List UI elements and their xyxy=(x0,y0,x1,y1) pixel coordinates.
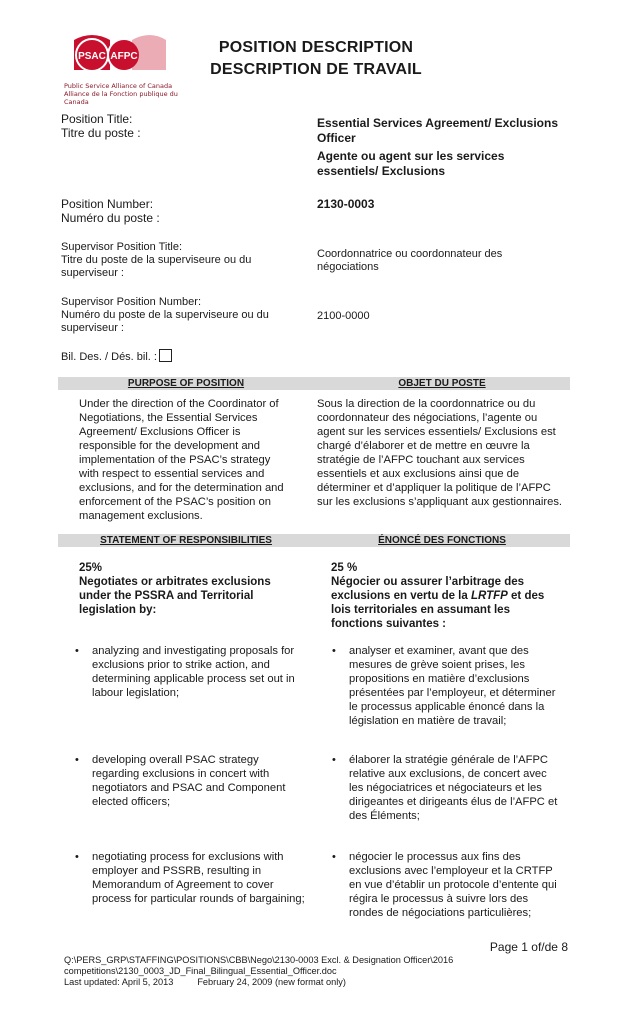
bullet-en-text: negotiating process for exclusions with employer and PSSRB, resulting in Memorandum of Agreement to cover process for particular rounds of bargaining; xyxy=(92,851,305,905)
responsibility-percent-en: 25% xyxy=(79,562,103,574)
supervisor-title-value: Coordonnatrice ou coordonnateur des négociations xyxy=(317,248,503,273)
bullet-en-text: developing overall PSAC strategy regarding exclusions in concert with negotiators and PSAC and Component elected officers; xyxy=(92,754,286,808)
intro-fr-part-a: Négocier ou assurer l’arbitrage des exclusions en vertu de la xyxy=(331,576,525,602)
position-number-label xyxy=(61,197,291,225)
position-title-label-en: Position Title: xyxy=(61,112,133,126)
list-item xyxy=(332,753,561,823)
position-number-label-en: Position Number: xyxy=(61,197,154,211)
intro-fr-part-c: et des lois territoriales en assumant les fonctions suivantes : xyxy=(331,590,545,630)
footer-updated-line xyxy=(64,977,564,988)
supervisor-title-label-en: Supervisor Position Title: xyxy=(61,241,183,253)
position-number-label-fr: Numéro du poste : xyxy=(61,211,160,225)
responsibility-intro-en: Negotiates or arbitrates exclusions under the PSSRA and Territorial legislation by: xyxy=(79,576,271,616)
purpose-header-band xyxy=(58,377,570,390)
responsibility-percent-fr: 25 % xyxy=(331,562,358,574)
list-item xyxy=(75,850,305,906)
list-item xyxy=(75,644,305,700)
supervisor-number-label xyxy=(61,296,301,335)
bullet-icon: • xyxy=(75,645,79,657)
bilingual-designation-label: Bil. Des. / Dés. bil. : xyxy=(61,351,157,363)
supervisor-title-label-fr: Titre du poste de la superviseure ou du superviseur : xyxy=(61,254,252,279)
page-title-en: POSITION DESCRIPTION xyxy=(218,39,414,56)
psac-afpc-emblem-icon xyxy=(62,32,182,78)
intro-fr-lrtfp: LRTFP xyxy=(470,590,508,602)
responsibility-intro-fr xyxy=(331,575,556,631)
position-title-value-en: Essential Services Agreement/ Exclusions Officer xyxy=(317,116,559,145)
purpose-text-en: Under the direction of the Coordinator of Negotiations, the Essential Services Agreement/ Exclusions Officer is responsible for the development and implementation of the PSAC’s strategy with respect to essential services and exclusions, and for the determination and enforcement of the PSAC’s position on management exclusions. xyxy=(79,398,284,522)
logo-text-right: AFPC xyxy=(110,51,138,62)
supervisor-number-label-en: Supervisor Position Number: xyxy=(61,296,202,308)
page-title-fr: DESCRIPTION DE TRAVAIL xyxy=(210,61,422,78)
position-title-label-fr: Titre du poste : xyxy=(61,126,141,140)
logo-text-left: PSAC xyxy=(78,51,106,62)
bullet-icon: • xyxy=(332,754,336,766)
footer-path-line1: Q:\PERS_GRP\STAFFING\POSITIONS\CBB\Nego\2130-0003 Excl. & Designation Officer\2016 xyxy=(64,955,454,965)
page-number: Page 1 of/de 8 xyxy=(489,940,568,954)
bullet-fr-text: élaborer la stratégie générale de l’AFPC relative aux exclusions, de concert avec les négociatrices et négociateurs et les dirigeantes et dirigeants élus de l’AFPC et des Éléments; xyxy=(349,754,558,822)
purpose-heading-fr: OBJET DU POSTE xyxy=(398,378,486,389)
bullet-icon: • xyxy=(332,645,336,657)
purpose-heading-en: PURPOSE OF POSITION xyxy=(127,378,245,389)
position-title-value-fr: Agente ou agent sur les services essentiels/ Exclusions xyxy=(317,149,505,178)
purpose-text-fr: Sous la direction de la coordonnatrice ou du coordonnateur des négociations, l’agente ou agent sur les services essentiels/ Exclusions est chargé d’élaborer et de mettre en œuvre la stratégie de l’AFPC touchant aux services essentiels et aux exclusions ainsi que de déterminer et d’appliquer la politique de l’AFPC sur les exclusions s’appliquant aux gestionnaires. xyxy=(317,398,563,508)
bullet-en-text: analyzing and investigating proposals for exclusions prior to strike action, and determining applicable process set out in labour legislation; xyxy=(92,645,295,699)
footer-last-updated: Last updated: April 5, 2013 xyxy=(64,977,174,987)
footer-path xyxy=(64,955,564,988)
position-number-value: 2130-0003 xyxy=(317,197,375,211)
footer-format-note: February 24, 2009 (new format only) xyxy=(197,977,346,987)
list-item xyxy=(332,644,561,728)
supervisor-title-label xyxy=(61,241,301,280)
logo-subtitle-en: Public Service Alliance of Canada xyxy=(64,82,173,90)
list-item xyxy=(332,850,561,920)
supervisor-number-label-fr: Numéro du poste de la superviseure ou du superviseur : xyxy=(61,309,269,334)
responsibilities-heading-fr: ÉNONCÉ DES FONCTIONS xyxy=(378,535,506,546)
bilingual-designation xyxy=(61,349,172,364)
supervisor-number-value: 2100-0000 xyxy=(317,310,370,322)
logo-subtitle-fr: Alliance de la Fonction publique du Canada xyxy=(64,90,178,106)
footer-path-line2: competitions\2130_0003_JD_Final_Bilingual_Essential_Officer.doc xyxy=(64,966,337,976)
bullet-fr-text: analyser et examiner, avant que des mesures de grève soient prises, les propositions en matière d’exclusions présentées par l’employeur, et déterminer le processus applicable énoncé dans la législation en matière de travail; xyxy=(349,645,556,727)
psac-logo xyxy=(62,32,182,106)
bullet-icon: • xyxy=(75,754,79,766)
responsibilities-heading-en: STATEMENT OF RESPONSIBILITIES xyxy=(100,535,272,546)
bullet-fr-text: négocier le processus aux fins des exclusions avec l’employeur et la CRTFP en vue d’établir un protocole d’entente qui régira le processus à suivre lors des rondes de négociations particulières; xyxy=(349,851,557,919)
bilingual-checkbox[interactable] xyxy=(159,349,172,362)
list-item xyxy=(75,753,305,809)
bullet-icon: • xyxy=(75,851,79,863)
position-title-label xyxy=(61,112,291,140)
responsibilities-header-band xyxy=(58,534,570,547)
bullet-icon: • xyxy=(332,851,336,863)
